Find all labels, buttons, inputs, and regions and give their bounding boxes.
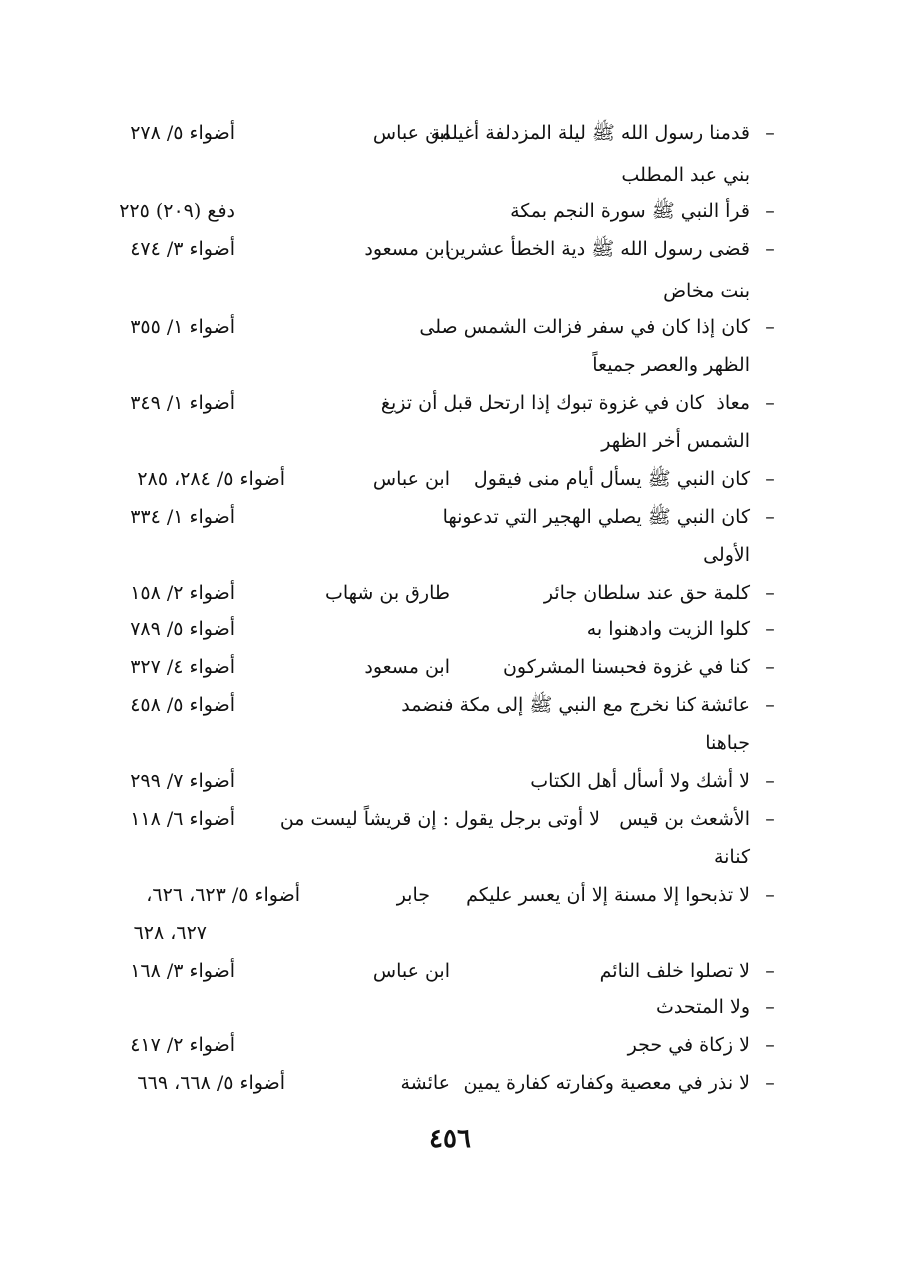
bullet-dash: – xyxy=(765,122,775,144)
hadith-text: كنا نخرج مع النبي ﷺ إلى مكة فنضمد xyxy=(401,694,696,716)
reference: أضواء ٥/ ٧٨٩ xyxy=(130,618,235,640)
hadith-text: قدمنا رسول الله ﷺ ليلة المزدلفة أغيلمة xyxy=(430,122,750,144)
hadith-text: لا أوتى برجل يقول : إن قريشاً ليست من xyxy=(279,808,600,830)
narrator: طارق بن شهاب xyxy=(324,582,450,604)
list-item-continuation xyxy=(0,350,900,380)
bullet-dash: – xyxy=(765,506,775,528)
reference: أضواء ٣/ ٤٧٤ xyxy=(130,238,235,260)
reference: أضواء ١/ ٣٤٩ xyxy=(130,392,235,414)
bullet-dash: – xyxy=(765,468,775,490)
list-item xyxy=(0,234,900,264)
bullet-dash: – xyxy=(765,960,775,982)
bullet-dash: – xyxy=(765,200,775,222)
bullet-dash: – xyxy=(765,392,775,414)
hadith-text-continuation: كنانة xyxy=(713,846,750,868)
narrator: ابن عباس xyxy=(372,960,450,982)
list-item xyxy=(0,312,900,342)
hadith-text-continuation: الشمس أخر الظهر xyxy=(601,430,750,452)
bullet-dash: – xyxy=(765,770,775,792)
reference: أضواء ٦/ ١١٨ xyxy=(130,808,235,830)
list-item xyxy=(0,880,900,910)
list-item xyxy=(0,196,900,226)
hadith-text: كلوا الزيت وادهنوا به xyxy=(586,618,750,640)
list-item-continuation xyxy=(0,160,900,190)
narrator: ابن مسعود xyxy=(364,238,450,260)
hadith-text: لا تصلوا خلف النائم xyxy=(599,960,750,982)
narrator: ابن عباس xyxy=(372,468,450,490)
narrator: عائشة xyxy=(400,1072,450,1094)
list-item xyxy=(0,388,900,418)
bullet-dash: – xyxy=(765,996,775,1018)
list-item xyxy=(0,956,900,986)
list-item xyxy=(0,652,900,682)
reference: أضواء ٢/ ١٥٨ xyxy=(130,582,235,604)
list-item xyxy=(0,614,900,644)
hadith-text: ولا المتحدث xyxy=(656,996,750,1018)
page-number: ٤٥٦ xyxy=(429,1124,471,1154)
hadith-text-continuation: بني عبد المطلب xyxy=(621,164,750,186)
list-item xyxy=(0,1030,900,1060)
reference: أضواء ٥/ ٢٧٨ xyxy=(130,122,235,144)
bullet-dash: – xyxy=(765,1072,775,1094)
reference: أضواء ٥/ ٦٢٣، ٦٢٦، xyxy=(146,884,300,906)
list-item xyxy=(0,992,900,1022)
hadith-text: كان النبي ﷺ يسأل أيام منى فيقول xyxy=(473,468,750,490)
narrator: معاذ xyxy=(716,392,750,414)
narrator: الأشعث بن قيس xyxy=(619,808,750,830)
hadith-text: لا زكاة في حجر xyxy=(627,1034,750,1056)
bullet-dash: – xyxy=(765,582,775,604)
reference: دفع (٢٠٩) ٢٢٥ xyxy=(119,200,235,222)
list-item xyxy=(0,804,900,834)
reference: أضواء ٣/ ١٦٨ xyxy=(130,960,235,982)
list-item xyxy=(0,502,900,532)
reference-continuation-text: ٦٢٧، ٦٢٨ xyxy=(133,922,207,944)
hadith-text: لا نذر في معصية وكفارته كفارة يمين xyxy=(463,1072,750,1094)
narrator: عائشة xyxy=(700,694,750,716)
bullet-dash: – xyxy=(765,238,775,260)
list-item xyxy=(0,464,900,494)
narrator: جابر xyxy=(396,884,430,906)
narrator: ابن مسعود xyxy=(364,656,450,678)
reference: أضواء ٤/ ٣٢٧ xyxy=(130,656,235,678)
list-item xyxy=(0,118,900,148)
list-item-continuation xyxy=(0,426,900,456)
narrator: ابن عباس xyxy=(372,122,450,144)
list-item-continuation xyxy=(0,842,900,872)
hadith-text: قضى رسول الله ﷺ دية الخطأ عشرين xyxy=(445,238,750,260)
hadith-text: لا أشك ولا أسأل أهل الكتاب xyxy=(530,770,750,792)
bullet-dash: – xyxy=(765,1034,775,1056)
list-item xyxy=(0,766,900,796)
bullet-dash: – xyxy=(765,618,775,640)
reference: أضواء ٥/ ٦٦٨، ٦٦٩ xyxy=(137,1072,285,1094)
reference: أضواء ١/ ٣٥٥ xyxy=(130,316,235,338)
list-item xyxy=(0,578,900,608)
hadith-text-continuation: الأولى xyxy=(703,544,750,566)
reference-continuation xyxy=(0,918,900,948)
bullet-dash: – xyxy=(765,316,775,338)
reference: أضواء ٢/ ٤١٧ xyxy=(130,1034,235,1056)
reference: أضواء ٥/ ٢٨٤، ٢٨٥ xyxy=(137,468,285,490)
hadith-text: قرأ النبي ﷺ سورة النجم بمكة xyxy=(510,200,750,222)
bullet-dash: – xyxy=(765,656,775,678)
list-item xyxy=(0,1068,900,1098)
hadith-text-continuation: جباهنا xyxy=(705,732,750,754)
reference: أضواء ١/ ٣٣٤ xyxy=(130,506,235,528)
bullet-dash: – xyxy=(765,694,775,716)
list-item xyxy=(0,690,900,720)
bullet-dash: – xyxy=(765,808,775,830)
hadith-text-continuation: الظهر والعصر جميعاً xyxy=(592,354,750,376)
reference: أضواء ٥/ ٤٥٨ xyxy=(130,694,235,716)
hadith-text-continuation: بنت مخاض xyxy=(663,280,750,302)
reference: أضواء ٧/ ٢٩٩ xyxy=(130,770,235,792)
list-item-continuation xyxy=(0,540,900,570)
hadith-text: كلمة حق عند سلطان جائر xyxy=(543,582,750,604)
hadith-text: كان في غزوة تبوك إذا ارتحل قبل أن تزيغ xyxy=(380,392,704,414)
list-item-continuation xyxy=(0,728,900,758)
hadith-text: كان إذا كان في سفر فزالت الشمس صلى xyxy=(419,316,750,338)
hadith-text: كان النبي ﷺ يصلي الهجير التي تدعونها xyxy=(442,506,750,528)
hadith-text: لا تذبحوا إلا مسنة إلا أن يعسر عليكم xyxy=(466,884,750,906)
list-item-continuation xyxy=(0,276,900,306)
hadith-text: كنا في غزوة فحبسنا المشركون xyxy=(502,656,750,678)
bullet-dash: – xyxy=(765,884,775,906)
